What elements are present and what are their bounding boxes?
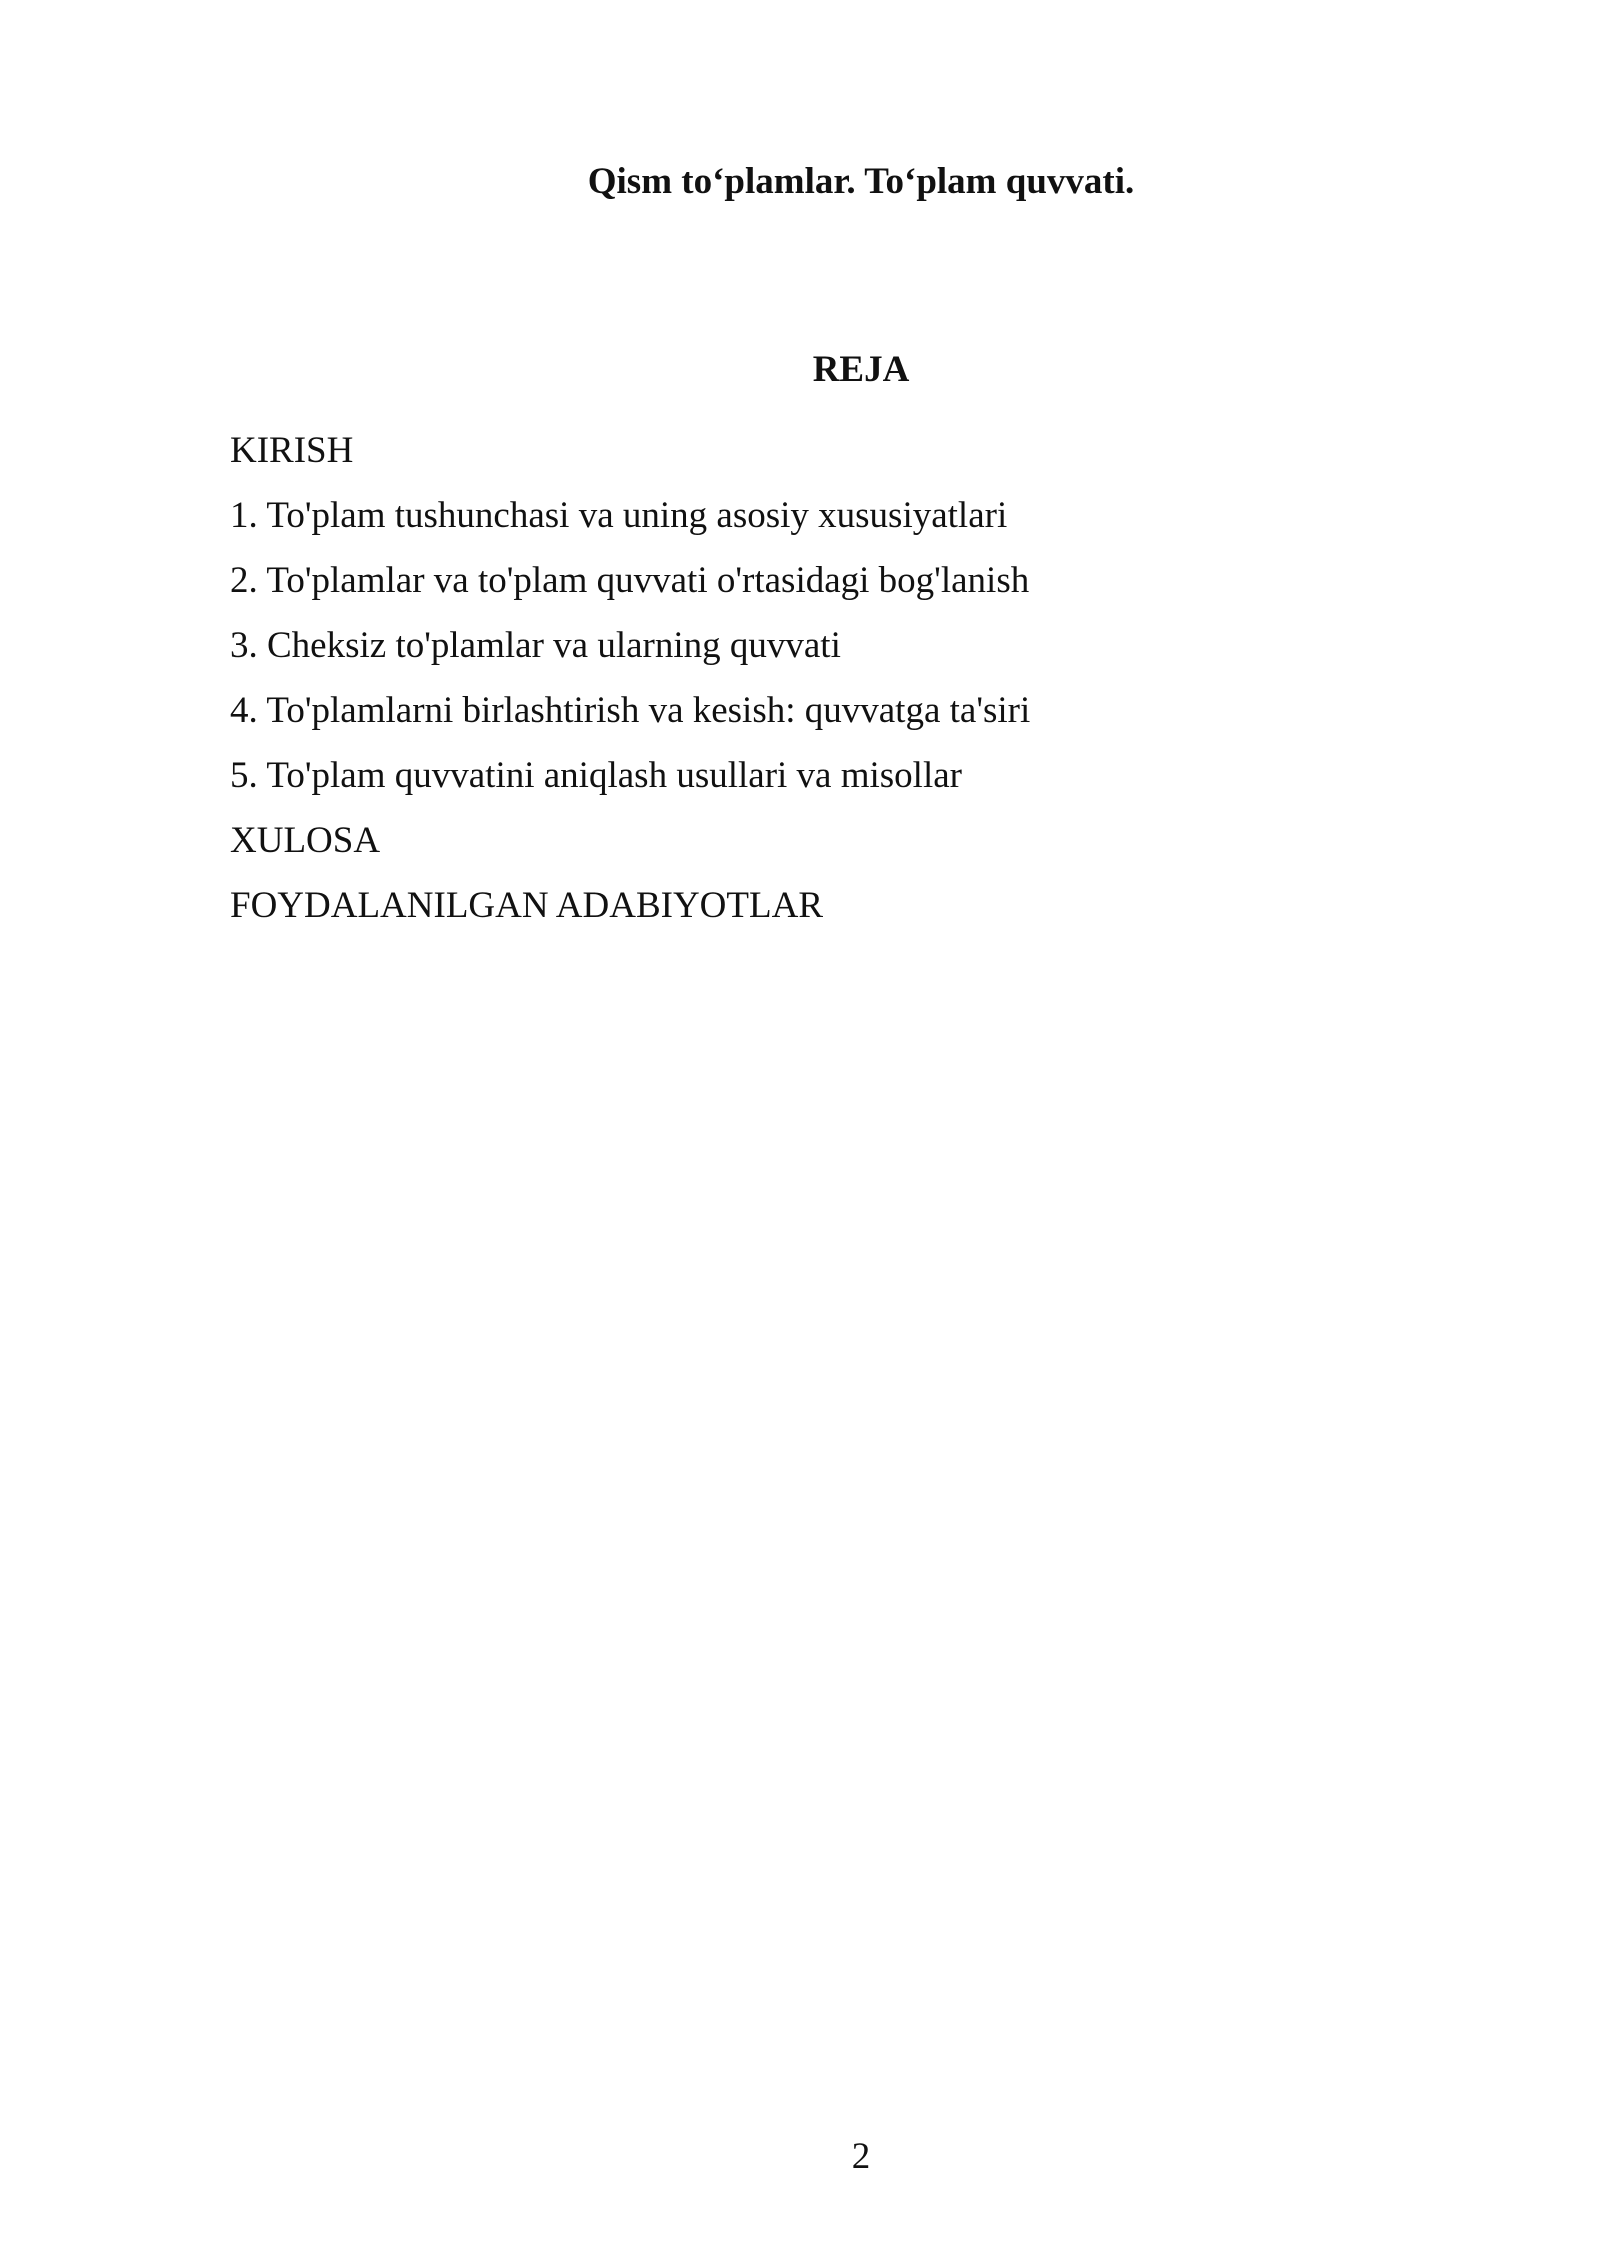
plan-item-1: 1. To'plam tushunchasi va uning asosiy xususiyatlari <box>230 495 1008 536</box>
plan-item-4: 4. To'plamlarni birlashtirish va kesish: quvvatga ta'siri <box>230 690 1031 731</box>
plan-item-conclusion: XULOSA <box>230 820 381 861</box>
plan-heading: REJA <box>812 349 910 390</box>
plan-list <box>230 418 1030 938</box>
plan-item-5: 5. To'plam quvvatini aniqlash usullari va misollar <box>230 755 962 796</box>
page-number: 2 <box>851 2136 871 2177</box>
document-title: Qism to‘plamlar. To‘plam quvvati. <box>587 161 1135 202</box>
plan-item-intro: KIRISH <box>230 430 354 471</box>
plan-item-3: 3. Cheksiz to'plamlar va ularning quvvati <box>230 625 841 666</box>
plan-item-references: FOYDALANILGAN ADABIYOTLAR <box>230 885 823 926</box>
plan-item-2: 2. To'plamlar va to'plam quvvati o'rtasidagi bog'lanish <box>230 560 1030 601</box>
